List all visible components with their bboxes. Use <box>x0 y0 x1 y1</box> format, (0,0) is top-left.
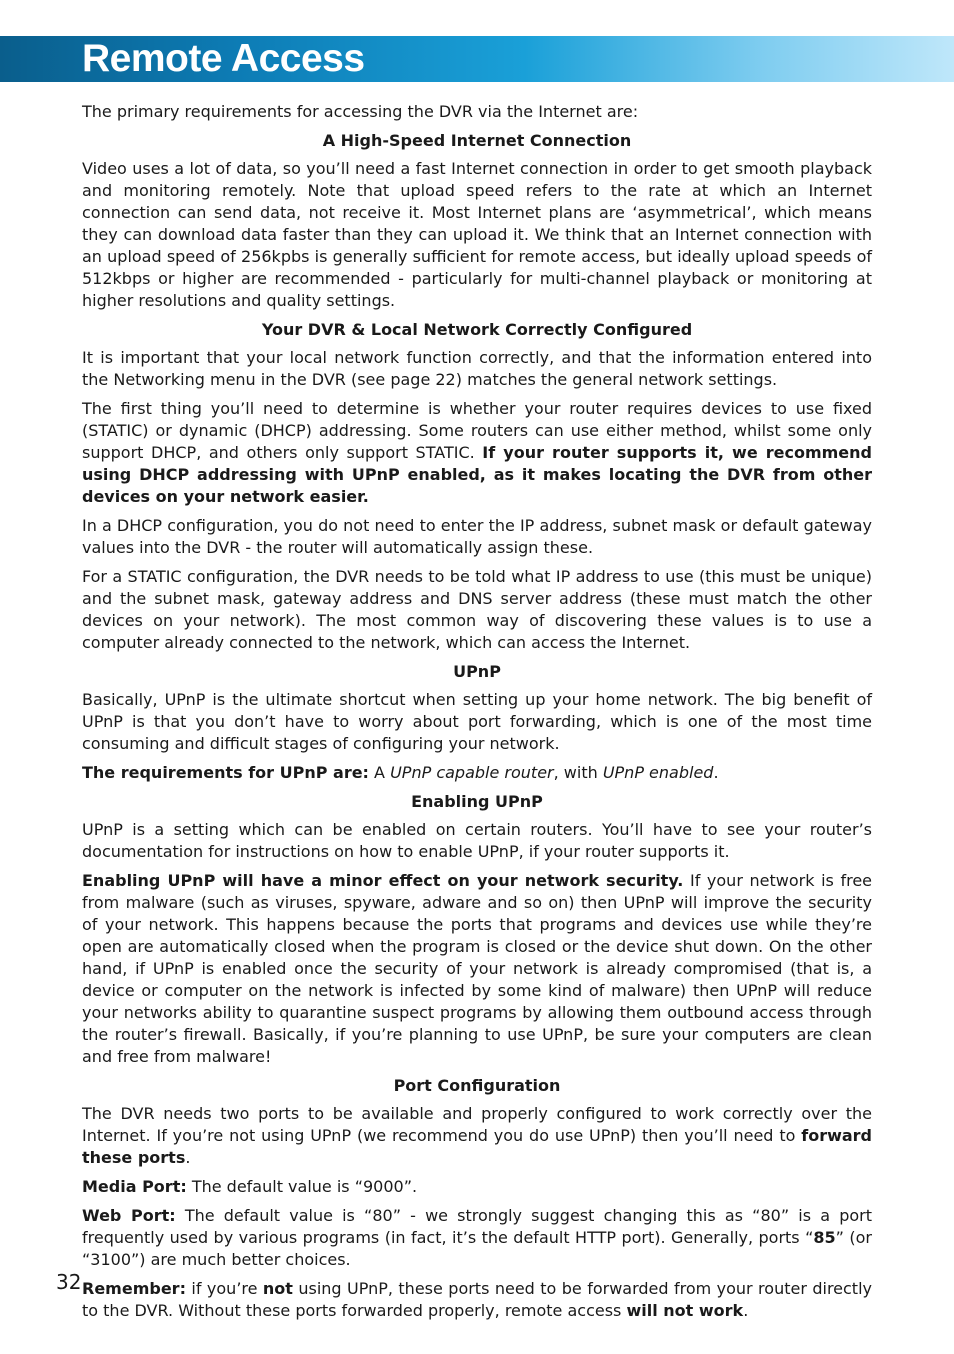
web-port-text-2: ” (or “3100”) are much better choices. <box>82 1228 873 1269</box>
upnp-req-end: . <box>713 763 719 782</box>
remember-label: Remember: <box>82 1279 186 1298</box>
remember-text-1: if you’re <box>185 1279 263 1298</box>
page-number: 32 <box>56 1270 82 1294</box>
enabling-p2-text: If your network is free from malware (such as viruses, spyware, adware and so on) then UPnP will improve the security of your network. This happens because the ports that programs and devices use while they’re open are automatically closed when the program is closed or the device shut down. On the other hand, if UPnP is enabled once the security of your network is already compromised (that is, a device or computer on the network is infected by some kind of malware) then UPnP will reduce your networks ability to quarantine suspect programs by allowing them outbound access through the router’s firewall. Basically, if you’re planning to use UPnP, be sure your computers are clean and free from malware! <box>82 871 873 1066</box>
section-heading-enabling-upnp: Enabling UPnP <box>411 792 543 811</box>
section-heading-upnp: UPnP <box>453 662 501 681</box>
media-port-text: The default value is “9000”. <box>186 1177 418 1196</box>
upnp-req-router: UPnP capable router <box>390 763 554 782</box>
remember-will-not-work: will not work <box>626 1301 744 1320</box>
network-paragraph-1: It is important that your local network function correctly, and that the information entered into the Networking menu in the DVR (see page 22) matches the general network settings. <box>82 348 872 389</box>
port-p1-end: . <box>185 1148 191 1167</box>
web-port-text-1: The default value is “80” - we strongly suggest changing this as “80” is a port frequently used by various programs (in fact, it’s the default HTTP port). Generally, ports “ <box>82 1206 872 1247</box>
web-port-label: Web Port: <box>82 1206 176 1225</box>
media-port-paragraph <box>82 1176 872 1198</box>
upnp-requirements-label: The requirements for UPnP are: <box>82 763 369 782</box>
title-banner <box>0 36 954 82</box>
port-p1-text: The DVR needs two ports to be available and properly configured to work correctly over the Internet. If you’re not using UPnP (we recommend you do use UPnP) then you’ll need to <box>82 1104 872 1145</box>
upnp-req-text-a: A <box>368 763 391 782</box>
web-port-85: 85 <box>813 1228 836 1247</box>
remember-paragraph <box>82 1278 872 1322</box>
page-title: Remote Access <box>82 37 365 80</box>
upnp-req-enabled: UPnP enabled <box>602 763 714 782</box>
intro-paragraph: The primary requirements for accessing the DVR via the Internet are: <box>82 102 639 121</box>
upnp-req-text-with: , with <box>553 763 603 782</box>
enabling-paragraph-1: UPnP is a setting which can be enabled on certain routers. You’ll have to see your router’s documentation for instructions on how to enable UPnP, if your router supports it. <box>82 820 872 861</box>
network-paragraph-2 <box>82 398 872 508</box>
media-port-label: Media Port: <box>82 1177 187 1196</box>
remember-end: . <box>743 1301 749 1320</box>
upnp-requirements <box>82 762 872 784</box>
network-p2-recommendation: If your router supports it, we recommend using DHCP addressing with UPnP enabled, as it makes locating the DVR from other devices on your network easier. <box>82 443 872 506</box>
enabling-security-note: Enabling UPnP will have a minor effect on your network security. <box>82 871 684 890</box>
section-heading-port-config: Port Configuration <box>393 1076 561 1095</box>
upnp-paragraph-1: Basically, UPnP is the ultimate shortcut when setting up your home network. The big benefit of UPnP is that you don’t have to worry about port forwarding, which is one of the most time consuming and difficult stages of configuring your network. <box>82 690 872 753</box>
port-p1-bold: forward these ports <box>82 1126 872 1167</box>
network-paragraph-3: In a DHCP configuration, you do not need to enter the IP address, subnet mask or default gateway values into the DVR - the router will automatically assign these. <box>82 516 872 557</box>
document-body <box>82 101 872 1329</box>
network-p2-text: The first thing you’ll need to determine is whether your router requires devices to use fixed (STATIC) or dynamic (DHCP) addressing. Some routers can use either method, whilst some only support DHCP, and others only support STATIC. <box>82 399 872 462</box>
remember-not: not <box>262 1279 293 1298</box>
section-heading-internet: A High-Speed Internet Connection <box>322 131 632 150</box>
port-paragraph-1 <box>82 1103 872 1169</box>
network-paragraph-4: For a STATIC configuration, the DVR needs to be told what IP address to use (this must be unique) and the subnet mask, gateway address and DNS server address (these must match the other devices on your network). The most common way of discovering these values is to use a computer already connected to the network, which can access the Internet. <box>82 567 872 652</box>
remember-text-2: using UPnP, these ports need to be forwarded from your router directly to the DVR. Without these ports forwarded properly, remote access <box>82 1279 872 1320</box>
web-port-paragraph <box>82 1205 872 1271</box>
enabling-paragraph-2 <box>82 870 872 1068</box>
internet-paragraph: Video uses a lot of data, so you’ll need a fast Internet connection in order to get smooth playback and monitoring remotely. Note that upload speed refers to the rate at which an Internet connection can send data, not receive it. Most Internet plans are ‘asymmetrical’, which means they can download data faster than they can upload it. We think that an Internet connection with an upload speed of 256kpbs is generally sufficient for remote access, but ideally upload speeds of 512kbps or higher are recommended - particularly for multi-channel playback or monitoring at higher resolutions and quality settings. <box>82 159 872 310</box>
section-heading-network: Your DVR & Local Network Correctly Configured <box>261 320 693 339</box>
